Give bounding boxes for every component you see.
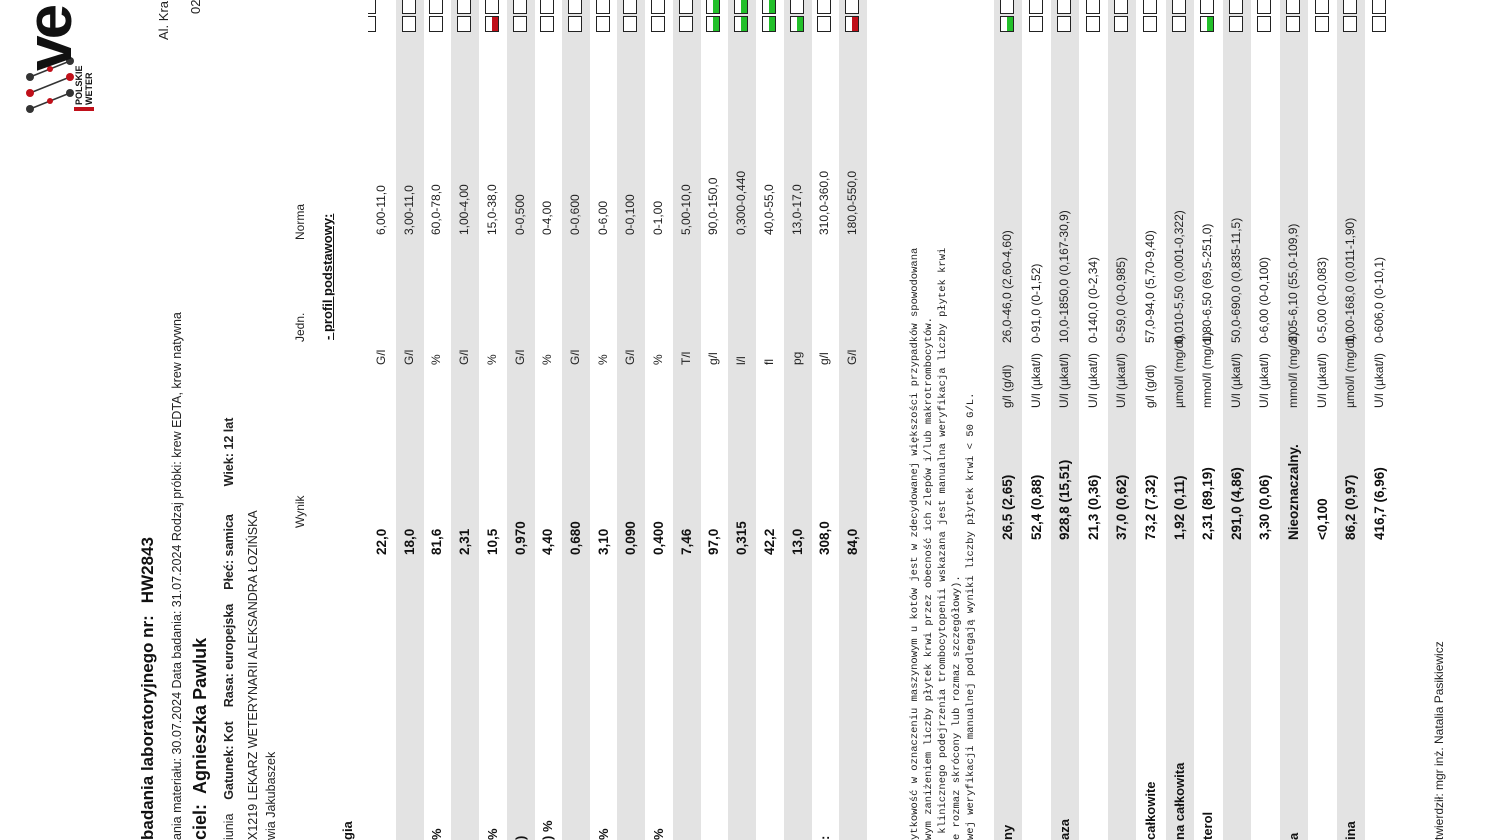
result-value: 0,400 xyxy=(651,521,666,555)
table-row xyxy=(1366,0,1394,840)
range-indicator-icon xyxy=(817,16,831,32)
table-row xyxy=(784,0,812,840)
range-indicator-icon xyxy=(540,0,554,14)
clinic-line: X1219 LEKARZ WETERYNARII ALEKSANDRA ŁOZIŃSKA xyxy=(246,510,260,840)
unit-value: g/l (g/dl) xyxy=(1143,364,1157,408)
range-indicator-icon xyxy=(485,0,499,14)
table-row xyxy=(1080,0,1108,840)
range-indicator-icon xyxy=(402,0,416,14)
norm-value: 0-0,500 xyxy=(512,194,527,235)
norm-value: 0-140,0 (0-2,34) xyxy=(1085,256,1100,343)
range-indicator-icon xyxy=(1143,0,1157,14)
range-indicator-icon xyxy=(1200,0,1214,14)
range-indicator-icon xyxy=(1086,16,1100,32)
table-row xyxy=(479,0,507,840)
unit-value: G/l xyxy=(457,349,472,365)
norm-value: 0-606,0 (0-10,1) xyxy=(1371,256,1386,343)
norm-value: 40,0-55,0 xyxy=(761,184,776,235)
unit-value: U/l (µkat/l) xyxy=(1028,353,1043,408)
norm-value: 3,05-6,10 (55,0-109,9) xyxy=(1286,223,1300,343)
range-indicator-icon xyxy=(1257,16,1271,32)
patient-info-segment: Rasa: europejska xyxy=(222,603,236,708)
table-row xyxy=(507,0,535,840)
range-indicator-icon xyxy=(540,16,554,32)
result-value: 73,2 (7,32) xyxy=(1143,474,1158,540)
patient-info-segment: Gatunek: Kot xyxy=(222,721,236,800)
range-indicator-icon xyxy=(568,0,582,14)
range-indicator-icon xyxy=(1372,0,1386,14)
result-value: 2,31 xyxy=(457,528,473,555)
table-row xyxy=(396,0,424,840)
param-name: : xyxy=(817,835,833,840)
norm-value: 0-91,0 (0-1,52) xyxy=(1028,263,1043,343)
norm-value: 0-6,00 xyxy=(595,200,610,235)
norm-value: 0-6,00 (0-0,100) xyxy=(1257,256,1272,343)
norm-value: 180,0-550,0 xyxy=(844,170,859,235)
range-indicator-icon xyxy=(402,16,416,32)
table-row xyxy=(994,0,1022,840)
owner-label: ciel: xyxy=(190,803,210,840)
range-indicator-icon xyxy=(568,16,582,32)
table-row xyxy=(756,0,784,840)
norm-value: 0,010-5,50 (0,001-0,322) xyxy=(1171,210,1186,343)
norm-value: 1,80-6,50 (69,5-251,0) xyxy=(1200,223,1215,343)
norm-value: 26,0-46,0 (2,60-4,60) xyxy=(1000,230,1014,343)
norm-value: 60,0-78,0 xyxy=(429,184,444,235)
result-value: 0,090 xyxy=(623,521,639,555)
table-row xyxy=(673,0,701,840)
norm-value: 0-59,0 (0-0,985) xyxy=(1114,256,1129,343)
section-title: - profil podstawowy: xyxy=(320,213,335,340)
param-name: ny xyxy=(1000,824,1015,840)
range-indicator-icon xyxy=(1143,16,1157,32)
unit-value: g/l (g/dl) xyxy=(1000,364,1014,408)
param-name: ) xyxy=(512,835,528,840)
unit-value: % xyxy=(651,354,665,365)
result-value: <0,100 xyxy=(1314,498,1330,540)
signature-line: twierdził: mgr inż. Natalia Pasikiewicz xyxy=(1432,641,1446,840)
range-indicator-icon xyxy=(623,16,637,32)
table-row xyxy=(1223,0,1251,840)
range-indicator-icon xyxy=(1000,0,1014,14)
param-name: aza xyxy=(1057,819,1073,840)
range-indicator-icon xyxy=(485,16,499,32)
param-name: terol xyxy=(1200,811,1216,840)
range-indicator-icon xyxy=(1029,16,1043,32)
result-value: 7,46 xyxy=(678,528,694,555)
patient-info xyxy=(222,418,236,840)
norm-value: 0-5,00 (0-0,083) xyxy=(1314,256,1329,343)
result-value: Nieoznaczalny. xyxy=(1286,444,1301,540)
table-row xyxy=(1280,0,1308,840)
table-row xyxy=(645,0,673,840)
unit-value: T/l xyxy=(678,351,693,365)
unit-value: µmol/l (mg/dl) xyxy=(1171,335,1186,408)
norm-value: 1,00-4,00 xyxy=(457,184,472,235)
range-indicator-icon xyxy=(1286,0,1300,14)
range-indicator-icon xyxy=(762,0,776,14)
doctor-line: wia Jakubaszek xyxy=(264,751,278,840)
unit-value: mmol/l (mg/dl) xyxy=(1286,331,1300,408)
logo-wordmark: ve xyxy=(13,7,85,71)
result-value: 928,8 (15,51) xyxy=(1057,459,1073,540)
range-indicator-icon xyxy=(429,0,443,14)
norm-value: 0-0,100 xyxy=(623,194,638,235)
norm-value: 0,300-0,440 xyxy=(734,170,749,235)
param-name: a xyxy=(1286,832,1301,840)
range-indicator-icon xyxy=(1057,0,1071,14)
unit-value: G/l xyxy=(844,349,859,365)
table-row xyxy=(1337,0,1365,840)
table-row xyxy=(562,0,590,840)
range-indicator-icon xyxy=(1315,16,1329,32)
range-indicator-icon xyxy=(513,0,527,14)
norm-value: 5,00-10,0 xyxy=(678,184,693,235)
norm-value: 10,0-1850,0 (0,167-30,9) xyxy=(1057,210,1072,343)
unit-value: mmol/l (mg/dl) xyxy=(1200,331,1215,408)
table-row xyxy=(728,0,756,840)
result-value: 416,7 (6,96) xyxy=(1371,467,1387,540)
range-indicator-icon xyxy=(1086,0,1100,14)
range-indicator-icon xyxy=(845,0,859,14)
result-value: 0,680 xyxy=(567,521,583,555)
platelet-comment xyxy=(908,248,978,840)
owner-line xyxy=(190,638,211,840)
result-value: 2,31 (89,19) xyxy=(1200,467,1216,540)
norm-value: 310,0-360,0 xyxy=(817,170,832,235)
result-value: 10,5 xyxy=(484,528,500,555)
range-indicator-icon xyxy=(368,16,376,32)
comment-line: wej weryfikacji manualnej podlegają wyniki liczby płytek krwi < 50 G/L. xyxy=(965,392,977,840)
result-value: 26,5 (2,65) xyxy=(1000,474,1015,540)
comment-line: wym zaniżeniem liczby płytek krwi przez obecność ich zlepów i/lub makrotrombocytów. xyxy=(923,317,935,840)
range-indicator-icon xyxy=(1286,16,1300,32)
result-value: 4,40 xyxy=(540,528,556,555)
table-row xyxy=(700,0,728,840)
unit-value: l/l xyxy=(734,356,749,365)
subsection-title: gia xyxy=(340,821,355,840)
param-name: na całkowita xyxy=(1171,762,1187,840)
col-header-norm: Norma xyxy=(293,203,307,240)
unit-value: % xyxy=(484,354,499,365)
report-number: HW2843 xyxy=(138,537,157,604)
range-indicator-icon xyxy=(623,0,637,14)
param-name: % xyxy=(429,828,445,840)
range-indicator-icon xyxy=(1343,16,1357,32)
range-indicator-icon xyxy=(1114,0,1128,14)
range-indicator-icon xyxy=(651,16,665,32)
range-indicator-icon xyxy=(457,16,471,32)
unit-value: U/l (µkat/l) xyxy=(1314,353,1329,408)
result-value: 37,0 (0,62) xyxy=(1114,474,1130,540)
result-value: 3,10 xyxy=(595,528,611,555)
result-value: 0,315 xyxy=(734,521,750,555)
result-value: 18,0 xyxy=(401,528,417,555)
report-title-text: badania laboratoryjnego nr: xyxy=(138,615,157,840)
param-name: % xyxy=(595,828,611,840)
unit-value: g/l xyxy=(817,352,832,365)
range-indicator-icon xyxy=(790,16,804,32)
unit-value: g/l xyxy=(706,352,721,365)
param-name: ) % xyxy=(540,820,556,840)
range-indicator-icon xyxy=(1200,16,1214,32)
table-row xyxy=(1137,0,1165,840)
result-value: 52,4 (0,88) xyxy=(1028,474,1044,540)
norm-value: 50,0-690,0 (0,835-11,5) xyxy=(1228,217,1243,343)
range-indicator-icon xyxy=(679,16,693,32)
param-name: % xyxy=(651,828,666,840)
range-indicator-icon xyxy=(429,16,443,32)
unit-value: G/l xyxy=(374,349,388,365)
unit-value: fl xyxy=(761,359,776,365)
unit-value: U/l (µkat/l) xyxy=(1114,353,1129,408)
unit-value: % xyxy=(429,354,444,365)
range-indicator-icon xyxy=(1172,16,1186,32)
table-row xyxy=(451,0,479,840)
table-row xyxy=(1251,0,1279,840)
range-indicator-icon xyxy=(762,16,776,32)
unit-value: U/l (µkat/l) xyxy=(1371,353,1386,408)
table-row xyxy=(590,0,618,840)
table-row xyxy=(811,0,839,840)
logo-brand-text: POLSKIE WETER xyxy=(74,65,94,111)
range-indicator-icon xyxy=(1172,0,1186,14)
table-row xyxy=(1194,0,1222,840)
unit-value: µmol/l (mg/dl) xyxy=(1343,335,1358,408)
result-value: 86,2 (0,97) xyxy=(1343,474,1359,540)
patient-info-segment: Płeć: samica xyxy=(222,514,236,590)
range-indicator-icon xyxy=(1372,16,1386,32)
range-indicator-icon xyxy=(1057,16,1071,32)
range-indicator-icon xyxy=(1343,0,1357,14)
report-title xyxy=(138,537,158,840)
range-indicator-icon xyxy=(845,16,859,32)
table-row xyxy=(1108,0,1136,840)
norm-value: 15,0-38,0 xyxy=(484,184,499,235)
range-indicator-icon xyxy=(457,0,471,14)
owner-name: Agnieszka Pawluk xyxy=(190,637,210,794)
result-value: 22,0 xyxy=(374,528,389,555)
norm-value: 0-0,600 xyxy=(567,194,582,235)
range-indicator-icon xyxy=(596,16,610,32)
range-indicator-icon xyxy=(734,0,748,14)
range-indicator-icon xyxy=(1114,16,1128,32)
table-row xyxy=(368,0,396,840)
norm-value: 0-4,00 xyxy=(540,200,555,235)
sample-meta: ania materiału: 30.07.2024 Data badania: 31.07.2024 Rodzaj próbki: krew EDTA, krew natywna xyxy=(170,312,184,840)
range-indicator-icon xyxy=(1315,0,1329,14)
result-value: 3,30 (0,06) xyxy=(1257,474,1273,540)
table-row xyxy=(423,0,451,840)
range-indicator-icon xyxy=(1000,16,1014,32)
table-row xyxy=(534,0,562,840)
range-indicator-icon xyxy=(1257,0,1271,14)
result-value: 42,2 xyxy=(761,528,777,555)
table-row xyxy=(1309,0,1337,840)
norm-value: 1,00-168,0 (0,011-1,90) xyxy=(1343,217,1358,343)
norm-value: 3,00-11,0 xyxy=(401,185,416,235)
report-date: 02 xyxy=(188,0,203,14)
norm-value: 13,0-17,0 xyxy=(789,184,804,235)
patient-info-segment xyxy=(222,590,236,604)
unit-value: U/l (µkat/l) xyxy=(1057,353,1072,408)
range-indicator-icon xyxy=(1229,0,1243,14)
result-value: 0,970 xyxy=(512,521,528,555)
col-header-unit: Jedn. xyxy=(293,312,307,342)
range-indicator-icon xyxy=(368,0,376,14)
result-value: 1,92 (0,11) xyxy=(1171,475,1187,540)
result-value: 13,0 xyxy=(789,528,805,555)
range-indicator-icon xyxy=(790,0,804,14)
lab-address: Al. Kra xyxy=(156,0,171,40)
range-indicator-icon xyxy=(706,0,720,14)
unit-value: U/l (µkat/l) xyxy=(1085,353,1100,408)
param-name: % xyxy=(484,828,500,840)
range-indicator-icon xyxy=(513,16,527,32)
comment-line: ytkowość w oznaczeniu maszynowym u kotów jest w zdecydowanej większości przypadków spowodowana xyxy=(909,247,921,840)
norm-value: 6,00-11,0 xyxy=(374,185,388,235)
table-row xyxy=(617,0,645,840)
lab-logo xyxy=(13,0,120,115)
patient-info-segment xyxy=(222,486,236,514)
result-value: 291,0 (4,86) xyxy=(1228,467,1244,540)
result-value: 21,3 (0,36) xyxy=(1085,474,1101,540)
range-indicator-icon xyxy=(1229,16,1243,32)
param-name: całkowite xyxy=(1143,781,1158,840)
comment-line: klinicznego podejrzenia trombocytopenii wskazana jest manualna weryfikacja liczby płytek krwi xyxy=(937,247,949,840)
range-indicator-icon xyxy=(679,0,693,14)
unit-value: % xyxy=(595,354,610,365)
table-row xyxy=(1166,0,1194,840)
result-value: 81,6 xyxy=(429,528,445,555)
comment-line: e rozmaz skrócony lub rozmaz szczegółowy). xyxy=(951,575,963,840)
norm-value: 57,0-94,0 (5,70-9,40) xyxy=(1143,230,1157,343)
norm-value: 0-1,00 xyxy=(651,200,665,235)
table-row xyxy=(1023,0,1051,840)
result-value: 84,0 xyxy=(844,528,860,555)
unit-value: U/l (µkat/l) xyxy=(1228,353,1243,408)
unit-value: % xyxy=(540,354,555,365)
patient-info-segment: iunia xyxy=(222,799,236,840)
table-row xyxy=(839,0,867,840)
patient-info-segment: Wiek: 12 lat xyxy=(222,417,236,487)
table-row xyxy=(1051,0,1079,840)
range-indicator-icon xyxy=(706,16,720,32)
col-header-result: Wynik xyxy=(293,495,307,528)
norm-value: 90,0-150,0 xyxy=(706,177,721,235)
param-name: ina xyxy=(1343,821,1359,840)
unit-value: G/l xyxy=(623,349,638,365)
result-value: 308,0 xyxy=(817,521,833,555)
range-indicator-icon xyxy=(817,0,831,14)
range-indicator-icon xyxy=(651,0,665,14)
unit-value: U/l (µkat/l) xyxy=(1257,353,1272,408)
result-value: 97,0 xyxy=(706,528,722,555)
unit-value: G/l xyxy=(567,349,582,365)
patient-info-segment xyxy=(222,707,236,721)
range-indicator-icon xyxy=(1029,0,1043,14)
range-indicator-icon xyxy=(734,16,748,32)
unit-value: G/l xyxy=(512,349,527,365)
range-indicator-icon xyxy=(596,0,610,14)
unit-value: pg xyxy=(789,351,804,365)
unit-value: G/l xyxy=(401,349,416,365)
